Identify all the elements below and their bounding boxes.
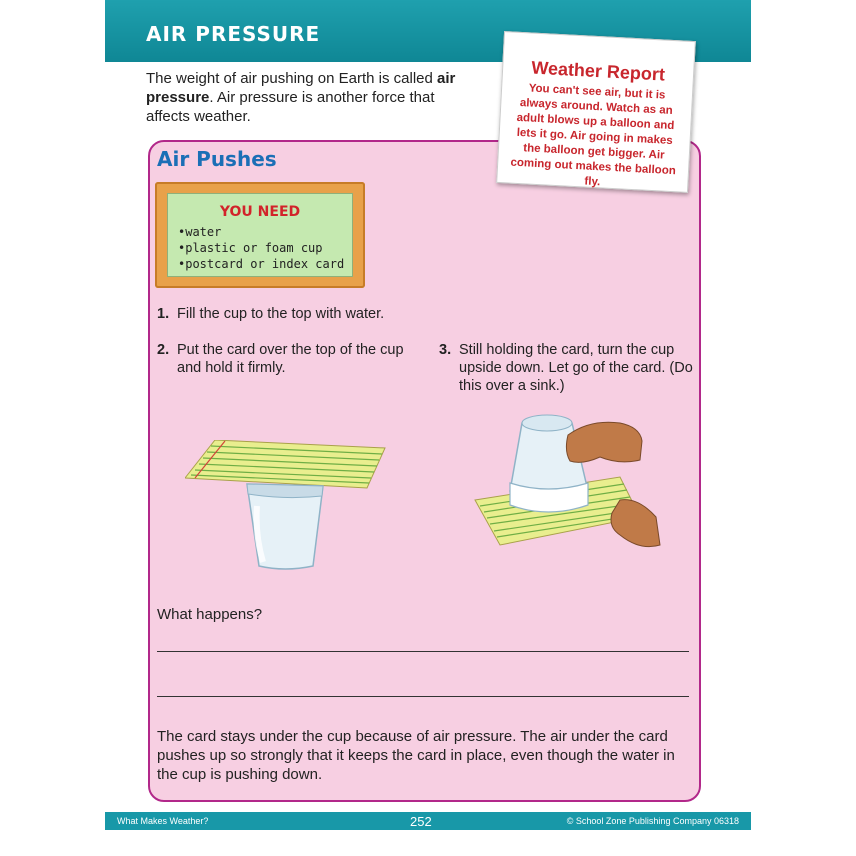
- card-on-cup-illustration: [185, 440, 390, 575]
- upside-down-cup-illustration: [470, 405, 670, 580]
- step-number: 3.: [439, 342, 452, 358]
- step-text: Put the card over the top of the cup and hold it firmly.: [177, 342, 404, 376]
- step-2: [157, 341, 419, 381]
- intro-text: [146, 69, 466, 126]
- weather-report-title: Weather Report: [530, 57, 666, 85]
- step-number: 1.: [157, 306, 170, 322]
- intro-before: The weight of air pushing on Earth is called: [146, 70, 437, 87]
- you-need-inner: [167, 193, 353, 277]
- answer-line-2[interactable]: [157, 696, 689, 697]
- step-3: [439, 341, 701, 399]
- page-number: 252: [410, 814, 432, 829]
- intro-bold-term: air pressure: [146, 70, 456, 106]
- step-number: 2.: [157, 342, 170, 358]
- list-item: • water: [178, 224, 344, 240]
- footer-book-title: What Makes Weather?: [117, 816, 209, 826]
- answer-line-1[interactable]: [157, 651, 689, 652]
- footer-bar: [105, 812, 751, 830]
- question-text: What happens?: [157, 606, 263, 623]
- weather-report-body: You can't see air, but it is always around. Watch as an adult blows up a balloon and lets it go. Air going in makes the balloon get bigger. Air coming out makes the balloon fly.: [510, 82, 677, 189]
- explanation-text: The card stays under the cup because of air pressure. The air under the card pushes up so strongly that it keeps the card in place, even though the water in the cup is pushing down.: [157, 728, 675, 783]
- you-need-title: YOU NEED: [219, 204, 301, 220]
- list-item: • plastic or foam cup: [178, 240, 344, 256]
- footer-copyright: © School Zone Publishing Company 06318: [566, 816, 739, 826]
- activity-title: Air Pushes: [157, 147, 277, 171]
- you-need-card: [155, 182, 365, 288]
- step-text: Still holding the card, turn the cup upside down. Let go of the card. (Do this over a sink.): [459, 342, 693, 394]
- list-item: • postcard or index card: [178, 256, 344, 272]
- weather-report-card: [496, 31, 696, 193]
- intro-after: . Air pressure is another force that affects weather.: [146, 89, 435, 125]
- page-title: AIR PRESSURE: [146, 22, 321, 46]
- step-text: Fill the cup to the top with water.: [177, 306, 385, 322]
- you-need-list: [178, 224, 344, 272]
